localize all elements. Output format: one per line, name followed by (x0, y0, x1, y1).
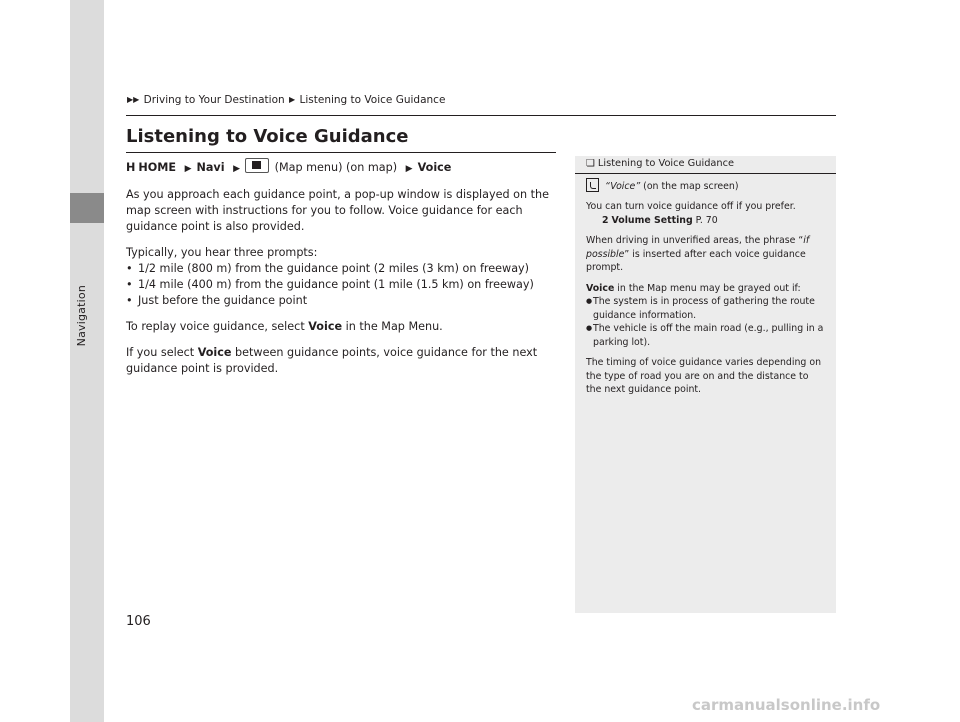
header-rule (126, 115, 836, 116)
prompts-intro: Typically, you hear three prompts: (126, 246, 318, 259)
between-text-pre: If you select (126, 346, 198, 359)
unverified-pre: When driving in unverified areas, the phrase “ (586, 235, 804, 246)
unverified-note (586, 234, 826, 275)
timing-note: The timing of voice guidance varies depending on the type of road you are on and the distance to the next guidance point. (586, 357, 822, 395)
voice-suffix: (on the map screen) (640, 180, 739, 192)
between-paragraph (126, 345, 558, 377)
note-marker-icon: ❏ (586, 158, 595, 169)
grayed-out-list (586, 295, 826, 349)
prompts-list (126, 261, 558, 309)
nav-home: HOME (138, 161, 177, 174)
intro-paragraph: As you approach each guidance point, a pop-up window is displayed on the map screen with instructions for you to follow. Voice guidance for each guidance point is also provided. (126, 188, 550, 233)
breadcrumb-arrow-icon: ▶▶ (127, 95, 140, 104)
navigation-path (126, 158, 558, 177)
list-item: • 1/2 mile (800 m) from the guidance point (2 miles (3 km) on freeway) (126, 261, 558, 277)
notes-sidebar (575, 156, 836, 613)
volume-setting-reference[interactable] (586, 214, 826, 228)
between-voice-key: Voice (197, 346, 232, 359)
voice-label: “Voice” (605, 180, 641, 192)
main-content (126, 158, 558, 387)
sidebar-heading (575, 156, 836, 171)
page-title: Listening to Voice Guidance (126, 126, 409, 147)
page-number: 106 (126, 614, 151, 629)
list-item: • Just before the guidance point (126, 293, 558, 309)
list-item: • 1/4 mile (400 m) from the guidance point (1 mile (1.5 km) on freeway) (126, 277, 558, 293)
breadcrumb-arrow-icon: ▶ (289, 95, 296, 104)
voice-button-icon (586, 178, 599, 192)
sidebar-heading-text: Listening to Voice Guidance (597, 158, 735, 169)
side-tab-marker (70, 193, 104, 223)
nav-map-menu-text: (Map menu) (on map) (274, 161, 398, 174)
turn-off-note: You can turn voice guidance off if you prefer. (586, 201, 796, 212)
nav-navi: Navi (196, 161, 225, 174)
replay-text-post: in the Map Menu. (342, 320, 443, 333)
grayed-voice-key: Voice (586, 282, 615, 294)
title-rule (126, 152, 556, 153)
map-menu-icon (245, 158, 269, 173)
voice-button-note (586, 178, 826, 194)
replay-paragraph (126, 319, 558, 335)
sidebar-body (575, 174, 836, 397)
breadcrumb (126, 94, 445, 106)
breadcrumb-part-1[interactable]: Driving to Your Destination (143, 94, 285, 106)
list-item: ● The vehicle is off the main road (e.g., pulling in a parking lot). (586, 322, 826, 349)
watermark: carmanualsonline.info (692, 696, 881, 714)
replay-voice-key: Voice (308, 320, 343, 333)
between-text-post: between guidance points, voice guidance for the next guidance point is provided. (126, 346, 538, 375)
reference-arrow-icon: 2 (602, 214, 609, 226)
nav-arrow-icon: ▶ (405, 164, 413, 174)
nav-arrow-icon: ▶ (233, 164, 241, 174)
reference-page: P. 70 (692, 214, 718, 226)
nav-voice: Voice (417, 161, 452, 174)
grayed-post: in the Map menu may be grayed out if: (614, 282, 801, 294)
breadcrumb-part-2[interactable]: Listening to Voice Guidance (299, 94, 446, 106)
unverified-phrase: if possible (586, 235, 810, 260)
grayed-out-note (586, 282, 826, 296)
unverified-post: ” is inserted after each voice guidance prompt. (586, 248, 806, 273)
home-shortcut-icon: H (126, 161, 136, 174)
reference-title: Volume Setting (611, 214, 693, 226)
list-item: ● The system is in process of gathering the route guidance information. (586, 295, 826, 322)
side-tab-label: Navigation (75, 285, 88, 347)
nav-arrow-icon: ▶ (184, 164, 192, 174)
replay-text-pre: To replay voice guidance, select (126, 320, 309, 333)
navigation-side-tab (70, 0, 104, 722)
